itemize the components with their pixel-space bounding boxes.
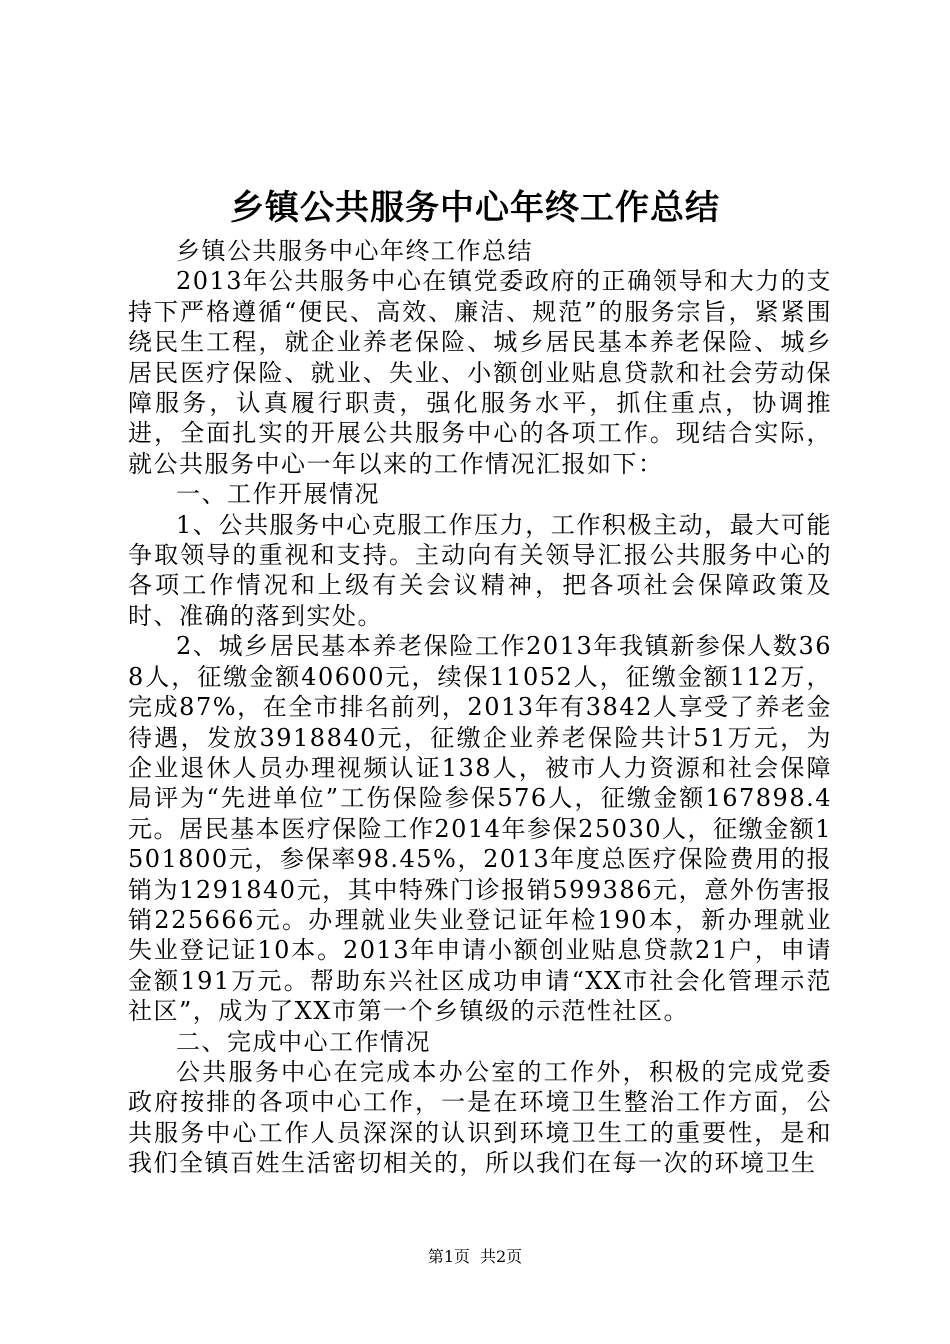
paragraph-subtitle: 乡镇公共服务中心年终工作总结: [176, 237, 533, 265]
section-heading-2: 二、完成中心工作情况: [176, 1027, 431, 1056]
document-body: [128, 236, 832, 1179]
page-total: 共2页: [480, 1247, 523, 1266]
section-heading-1: 一、工作开展情况: [176, 480, 380, 509]
page-footer: [0, 1247, 950, 1267]
paragraph-item-1: 1、公共服务中心克服工作压力，工作积极主动，最大可能争取领导的重视和支持。主动向有关领导汇报公共服务中心的各项工作情况和上级有关会议精神，把各项社会保障政策及时、准确的落到实处。: [128, 510, 832, 630]
paragraph-item-2: 2、城乡居民基本养老保险工作2013年我镇新参保人数368人，征缴金额40600元，续保11052人，征缴金额112万，完成87%，在全市排名前列，2013年有3842人享受了养老金待遇，发放3918840元，征缴企业养老保险共计51万元，为企业退休人员办理视频认证138人，被市人力资源和社会保障局评为“先进单位”工伤保险参保576人，征缴金额167898.4元。居民基本医疗保险工作2014年参保25030人，征缴金额1501800元，参保率98.45%，2013年度总医疗保险费用的报销为1291840元，其中特殊门诊报销599386元，意外伤害报销225666元。办理就业失业登记证年检190本，新办理就业失业登记证10本。2013年申请小额创业贴息贷款21户，申请金额191万元。帮助东兴社区成功申请“XX市社会化管理示范社区”，成为了XX市第一个乡镇级的示范性社区。: [128, 632, 832, 1026]
document-title: 乡镇公共服务中心年终工作总结: [230, 188, 720, 228]
paragraph-intro: 2013年公共服务中心在镇党委政府的正确领导和大力的支持下严格遵循“便民、高效、廉洁、规范”的服务宗旨，紧紧围绕民生工程，就企业养老保险、城乡居民基本养老保险、城乡居民医疗保险、就业、失业、小额创业贴息贷款和社会劳动保障服务，认真履行职责，强化服务水平，抓住重点，协调推进，全面扎实的开展公共服务中心的各项工作。现结合实际，就公共服务中心一年以来的工作情况汇报如下：: [128, 267, 832, 478]
page-number: 第1页: [427, 1247, 470, 1266]
paragraph-center-work: 公共服务中心在完成本办公室的工作外，积极的完成党委政府按排的各项中心工作，一是在环境卫生整治工作方面，公共服务中心工作人员深深的认识到环境卫生工的重要性，是和我们全镇百姓生活密切相关的，所以我们在每一次的环境卫生: [128, 1057, 832, 1178]
